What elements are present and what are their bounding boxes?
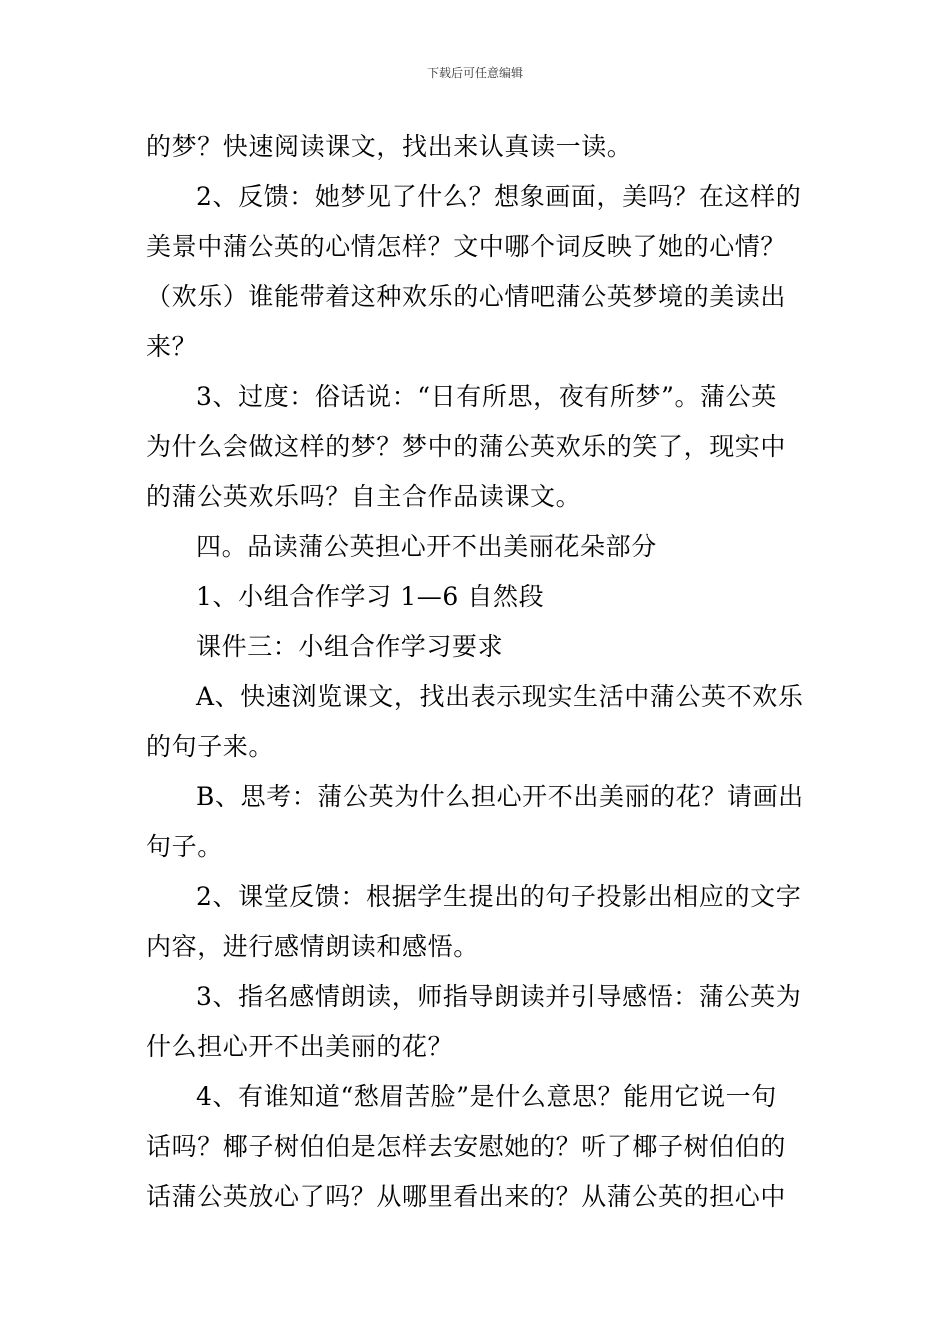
text-line: 的蒲公英欢乐吗？自主合作品读课文。 [146, 482, 582, 511]
text-line: 句子。 [146, 832, 223, 861]
text-line: 内容，进行感情朗读和感悟。 [146, 932, 479, 961]
text-line: 的梦？快速阅读课文，找出来认真读一读。 [146, 132, 633, 161]
text-line: 2、课堂反馈：根据学生提出的句子投影出相应的文字 [196, 882, 802, 911]
text-line: 四。品读蒲公英担心开不出美丽花朵部分 [196, 532, 657, 561]
text-line: （欢乐）谁能带着这种欢乐的心情吧蒲公英梦境的美读出 [146, 282, 787, 311]
text-line: 4、有谁知道“愁眉苦脸”是什么意思？能用它说一句 [196, 1082, 777, 1111]
text-line: 2、反馈：她梦见了什么？想象画面，美吗？在这样的 [196, 182, 802, 211]
page-header: 下载后可任意编辑 [426, 66, 523, 80]
text-line: 的句子来。 [146, 732, 275, 761]
text-line: 为什么会做这样的梦？梦中的蒲公英欢乐的笑了，现实中 [146, 432, 787, 461]
text-line: 课件三：小组合作学习要求 [196, 632, 504, 661]
text-line: 1、小组合作学习 1—6 自然段 [196, 582, 545, 611]
text-line: 美景中蒲公英的心情怎样？文中哪个词反映了她的心情？ [146, 232, 787, 261]
text-line: 话吗？椰子树伯伯是怎样去安慰她的？听了椰子树伯伯的 [146, 1132, 787, 1161]
text-line: 3、指名感情朗读，师指导朗读并引导感悟：蒲公英为 [196, 982, 802, 1011]
document-body [146, 122, 810, 1222]
text-line: 什么担心开不出美丽的花？ [146, 1032, 454, 1061]
text-line: 3、过度：俗话说：“日有所思，夜有所梦”。蒲公英 [196, 382, 777, 411]
text-line: B、思考：蒲公英为什么担心开不出美丽的花？请画出 [196, 782, 804, 811]
text-line: 话蒲公英放心了吗？从哪里看出来的？从蒲公英的担心中 [146, 1182, 787, 1211]
text-line: A、快速浏览课文，找出表示现实生活中蒲公英不欢乐 [196, 682, 804, 711]
text-line: 来？ [146, 332, 198, 361]
